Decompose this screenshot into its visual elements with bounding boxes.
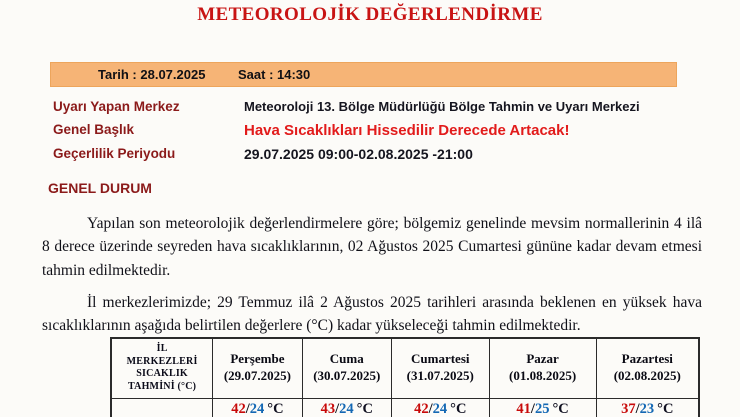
- day-name: Pazartesi: [621, 351, 673, 367]
- table-row: [111, 398, 699, 417]
- paragraph-forecast-overview: Yapılan son meteorolojik değerlendirmelere göre; bölgemiz genelinde mevsim normallerinin 4 ilâ 8 derece üzerinde seyreden hava sıcaklıklarının, 02 Ağustos 2025 Cumartesi gününe kadar devam etmesi tahmin edilmektedir.: [42, 215, 702, 279]
- temp-cell-monday: [596, 398, 699, 417]
- table-row-header: [111, 338, 213, 398]
- general-headline-value: Hava Sıcaklıkları Hissedilir Derecede Artacak!: [244, 122, 570, 139]
- day-date: (01.08.2025): [508, 368, 577, 384]
- body-text: [42, 212, 702, 346]
- general-situation-heading: GENEL DURUM: [48, 180, 152, 196]
- low-temp: 24: [339, 400, 354, 417]
- temp-unit: °C: [450, 400, 467, 417]
- temp-cell-sunday: [489, 398, 596, 417]
- low-temp: 25: [534, 400, 550, 417]
- low-temp: 24: [432, 400, 448, 417]
- date-time-bar: [50, 62, 677, 87]
- temp-unit: °C: [267, 400, 284, 417]
- high-temp: 43: [320, 400, 336, 417]
- validity-period-value: 29.07.2025 09:00-02.08.2025 -21:00: [244, 146, 473, 162]
- column-header-friday: [302, 338, 391, 398]
- day-date: (30.07.2025): [313, 368, 381, 384]
- temp-separator: /: [428, 400, 433, 417]
- temp-unit: °C: [356, 400, 373, 417]
- temp-separator: /: [245, 400, 250, 417]
- day-name: Cumartesi: [411, 351, 470, 367]
- temp-cell-friday: [302, 398, 391, 417]
- column-header-sunday: [489, 338, 596, 398]
- high-temp: 41: [516, 400, 531, 417]
- low-temp: 23: [639, 400, 655, 417]
- info-row-validity-period: [53, 146, 713, 162]
- low-temp: 24: [249, 400, 265, 417]
- temp-cell-saturday: [391, 398, 489, 417]
- day-name: Perşembe: [230, 351, 285, 367]
- temperature-forecast-table: [110, 337, 700, 417]
- city-name-cell: [111, 398, 213, 417]
- day-name: Pazar: [526, 351, 559, 367]
- issuing-center-value: Meteoroloji 13. Bölge Müdürlüğü Bölge Tahmin ve Uyarı Merkezi: [244, 99, 640, 114]
- date-label: Tarih : 28.07.2025: [98, 67, 206, 82]
- time-label: Saat : 14:30: [238, 67, 311, 82]
- day-date: (31.07.2025): [406, 368, 474, 384]
- high-temp: 37: [621, 400, 636, 417]
- column-header-thursday: [213, 338, 302, 398]
- temp-separator: /: [335, 400, 340, 417]
- column-header-monday: [596, 338, 699, 398]
- info-row-issuing-center: [53, 99, 713, 114]
- column-header-saturday: [391, 338, 489, 398]
- validity-period-label: Geçerlilik Periyodu: [53, 146, 176, 161]
- paragraph-city-temperatures: İl merkezlerimizde; 29 Temmuz ilâ 2 Ağustos 2025 tarihleri arasında beklenen en yüksek hava sıcaklıklarının aşağıda belirtilen değerlere (°C) kadar yükseleceği tahmin edilmektedir.: [42, 293, 702, 334]
- row-header-text: İL MERKEZLERİ SICAKLIK TAHMİNİ (°C): [126, 343, 198, 392]
- high-temp: 42: [414, 400, 429, 417]
- high-temp: 42: [231, 400, 246, 417]
- day-date: (02.08.2025): [613, 368, 681, 384]
- day-date: (29.07.2025): [223, 368, 291, 384]
- temp-unit: °C: [657, 400, 674, 417]
- temp-cell-thursday: [213, 398, 302, 417]
- temp-separator: /: [530, 400, 535, 417]
- day-name: Cuma: [329, 351, 364, 367]
- table-header-row: [111, 338, 699, 398]
- info-row-general-headline: [53, 122, 713, 139]
- general-headline-label: Genel Başlık: [53, 122, 135, 137]
- issuing-center-label: Uyarı Yapan Merkez: [53, 99, 180, 114]
- page-title: METEOROLOJİK DEĞERLENDİRME: [197, 4, 543, 25]
- temp-separator: /: [635, 400, 640, 417]
- temp-unit: °C: [552, 400, 569, 417]
